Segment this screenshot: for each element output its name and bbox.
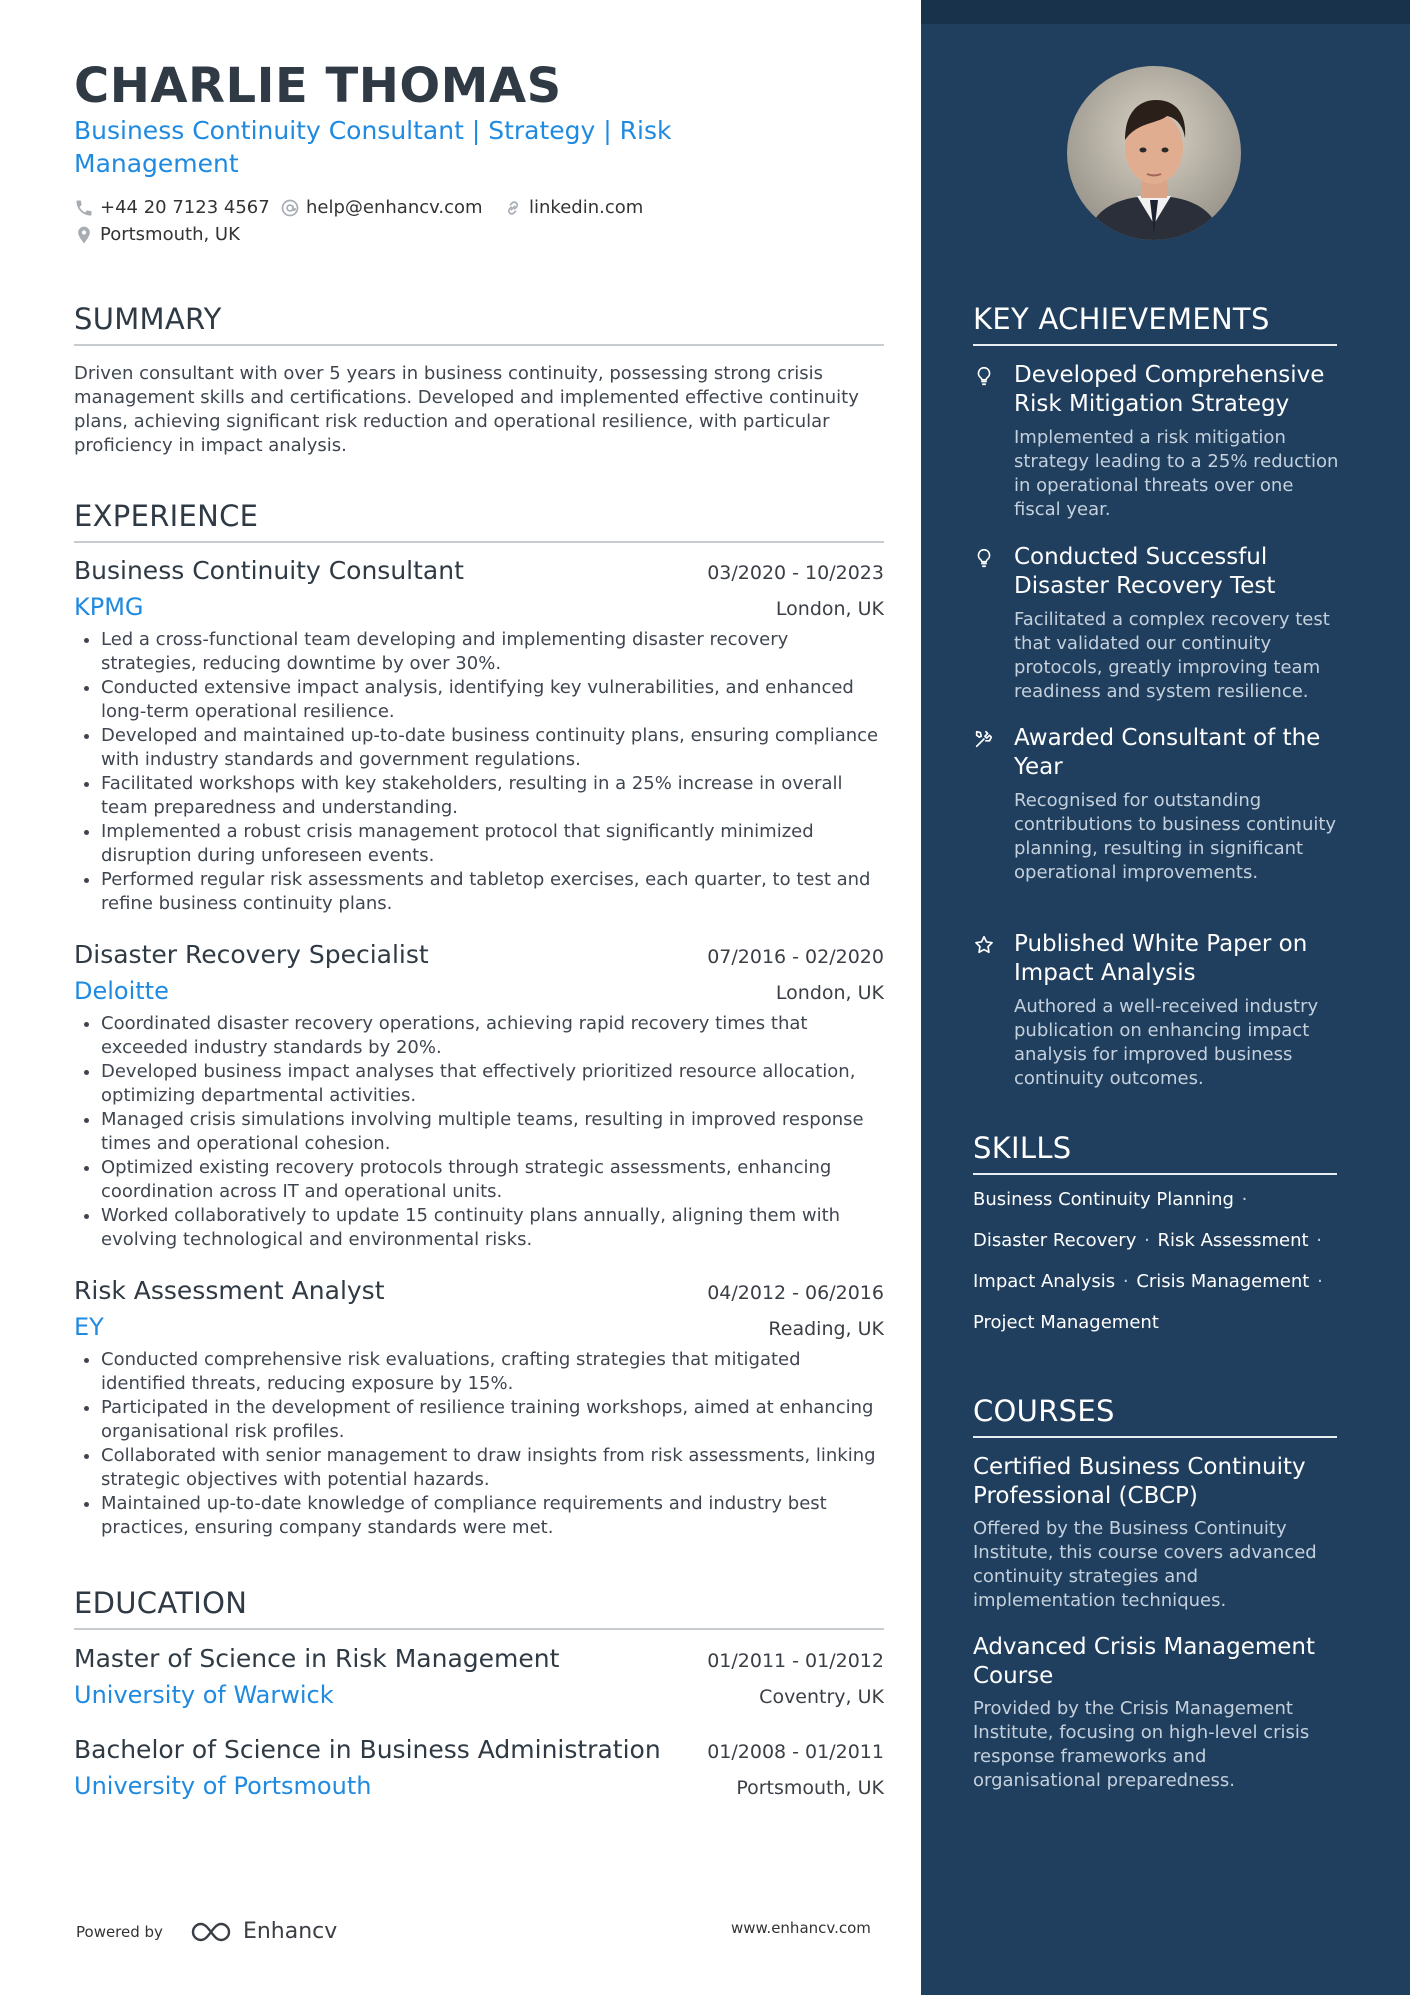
bullet-item: • Developed and maintained up-to-date business continuity plans, ensuring compliance with industry standards and government regulations. (101, 724, 884, 772)
lightbulb-icon (973, 365, 995, 387)
email-text: help@enhancv.com (306, 197, 483, 218)
achievement-item (973, 543, 1339, 704)
company-name: Deloitte (74, 977, 169, 1005)
degree-title: Bachelor of Science in Business Administration (74, 1735, 661, 1764)
achievement-title: Conducted Successful Disaster Recovery Test (1014, 544, 1276, 599)
footer-branding (76, 1919, 337, 1944)
job-dates: 07/2016 - 02/2020 (707, 946, 884, 968)
school-name: University of Portsmouth (74, 1772, 372, 1800)
skills-list: Business Continuity Planning · Disaster Recovery · Risk Assessment · Impact Analysis · Crisis Management · Project Management (973, 1189, 1323, 1333)
achievement-title: Published White Paper on Impact Analysis (1014, 931, 1308, 986)
skill-item: Disaster Recovery (973, 1230, 1137, 1251)
course-title: Certified Business Continuity Professional (CBCP) (973, 1454, 1306, 1509)
bullet-item: • Maintained up-to-date knowledge of compliance requirements and industry best practices, ensuring company standards were met. (101, 1492, 884, 1540)
phone-icon (74, 198, 94, 218)
job-entry (74, 556, 884, 916)
bullet-item: • Conducted extensive impact analysis, identifying key vulnerabilities, and enhanced long-term operational resilience. (101, 676, 884, 724)
bullet-item: • Optimized existing recovery protocols through strategic assessments, enhancing coordination across IT and operational units. (101, 1156, 884, 1204)
achievement-desc: Facilitated a complex recovery test that validated our continuity protocols, greatly improving team readiness and system resilience. (1014, 609, 1330, 702)
achievement-desc: Implemented a risk mitigation strategy leading to a 25% reduction in operational threats over one fiscal year. (1014, 427, 1339, 520)
job-location: Reading, UK (768, 1318, 884, 1340)
degree-title: Master of Science in Risk Management (74, 1644, 560, 1673)
summary-heading: SUMMARY (74, 302, 884, 346)
bullet-item: • Facilitated workshops with key stakeholders, resulting in a 25% increase in overall team preparedness and understanding. (101, 772, 884, 820)
link-icon (503, 198, 523, 218)
linkedin-text: linkedin.com (529, 197, 644, 218)
phone-text: +44 20 7123 4567 (100, 197, 270, 218)
at-icon (280, 198, 300, 218)
experience-heading: EXPERIENCE (74, 499, 884, 543)
skill-item: Business Continuity Planning (973, 1189, 1234, 1210)
bullet-item: • Worked collaboratively to update 15 continuity plans annually, aligning them with evolving technological and environmental risks. (101, 1204, 884, 1252)
contact-location (74, 224, 240, 245)
sidebar-top-band (921, 0, 1410, 24)
edu-dates: 01/2011 - 01/2012 (707, 1650, 884, 1672)
edu-location: Coventry, UK (759, 1686, 884, 1708)
bullet-item: • Implemented a robust crisis management protocol that significantly minimized disruption during unforeseen events. (101, 820, 884, 868)
achievement-item (973, 361, 1339, 522)
contact-linkedin[interactable] (503, 197, 643, 218)
skill-item: Crisis Management (1136, 1271, 1310, 1292)
brand-name: Enhancv (242, 1919, 338, 1944)
enhancv-logo-icon (189, 1920, 233, 1944)
location-text: Portsmouth, UK (100, 224, 240, 245)
enhancv-logo[interactable] (189, 1919, 337, 1944)
profile-photo (1067, 66, 1241, 240)
education-entry (74, 1735, 884, 1800)
education-entry (74, 1644, 884, 1709)
skill-item: Risk Assessment (1157, 1230, 1309, 1251)
website-link[interactable]: www.enhancv.com (731, 1919, 871, 1937)
bullet-item: • Coordinated disaster recovery operations, achieving rapid recovery times that exceeded industry standards by 20%. (101, 1012, 884, 1060)
course-title: Advanced Crisis Management Course (973, 1634, 1316, 1689)
job-title: Risk Assessment Analyst (74, 1276, 385, 1305)
skill-item: Project Management (973, 1312, 1159, 1333)
portrait-image (1067, 66, 1241, 240)
job-dates: 04/2012 - 06/2016 (707, 1282, 884, 1304)
tools-icon (973, 728, 995, 750)
job-entry (74, 1276, 884, 1540)
school-name: University of Warwick (74, 1681, 334, 1709)
bullet-item: • Performed regular risk assessments and tabletop exercises, each quarter, to test and refine business continuity plans. (101, 868, 884, 916)
job-title: Business Continuity Consultant (74, 556, 464, 585)
achievement-item (973, 930, 1339, 1091)
course-desc: Provided by the Crisis Management Institute, focusing on high-level crisis response frameworks and organisational preparedness. (973, 1698, 1310, 1791)
course-desc: Offered by the Business Continuity Institute, this course covers advanced continuity strategies and implementation techniques. (973, 1518, 1317, 1611)
candidate-title: Business Continuity Consultant | Strategy | Risk Management (74, 116, 672, 178)
job-dates: 03/2020 - 10/2023 (707, 562, 884, 584)
powered-by-label: Powered by (76, 1922, 163, 1941)
course-item (973, 1633, 1337, 1793)
achievements-heading: KEY ACHIEVEMENTS (973, 302, 1337, 346)
contact-phone[interactable] (74, 197, 270, 218)
bullet-item: • Participated in the development of resilience training workshops, aimed at enhancing organisational risk profiles. (101, 1396, 884, 1444)
edu-location: Portsmouth, UK (736, 1777, 884, 1799)
achievement-title: Awarded Consultant of the Year (1014, 725, 1321, 780)
candidate-name: CHARLIE THOMAS (74, 58, 562, 114)
job-location: London, UK (775, 598, 884, 620)
courses-heading: COURSES (973, 1394, 1337, 1438)
achievement-desc: Authored a well-received industry publication on enhancing impact analysis for improved business continuity outcomes. (1014, 996, 1319, 1089)
company-name: KPMG (74, 593, 144, 621)
job-bullets (74, 1012, 884, 1252)
location-pin-icon (74, 225, 94, 245)
achievement-title: Developed Comprehensive Risk Mitigation Strategy (1014, 362, 1325, 417)
job-bullets (74, 1348, 884, 1540)
summary-text: Driven consultant with over 5 years in business continuity, possessing strong crisis management skills and certifications. Developed and implemented effective continuity plans, achieving significant risk reduction and operational resilience, with particular proficiency in impact analysis. (74, 363, 859, 456)
bullet-item: • Conducted comprehensive risk evaluations, crafting strategies that mitigated identified threats, reducing exposure by 15%. (101, 1348, 884, 1396)
star-icon (973, 934, 995, 956)
job-location: London, UK (775, 982, 884, 1004)
education-heading: EDUCATION (74, 1586, 884, 1630)
course-item (973, 1453, 1337, 1613)
company-name: EY (74, 1313, 104, 1341)
achievement-desc: Recognised for outstanding contributions to business continuity planning, resulting in significant operational improvements. (1014, 790, 1337, 883)
contact-email[interactable] (280, 197, 483, 218)
edu-dates: 01/2008 - 01/2011 (707, 1741, 884, 1763)
achievement-item (973, 724, 1339, 885)
lightbulb-icon (973, 547, 995, 569)
job-title: Disaster Recovery Specialist (74, 940, 429, 969)
job-bullets (74, 628, 884, 916)
bullet-item: • Managed crisis simulations involving multiple teams, resulting in improved response times and operational cohesion. (101, 1108, 884, 1156)
skills-heading: SKILLS (973, 1131, 1337, 1175)
skill-item: Impact Analysis (973, 1271, 1116, 1292)
bullet-item: • Developed business impact analyses that effectively prioritized resource allocation, optimizing departmental activities. (101, 1060, 884, 1108)
bullet-item: • Collaborated with senior management to draw insights from risk assessments, linking strategic objectives with potential hazards. (101, 1444, 884, 1492)
bullet-item: • Led a cross-functional team developing and implementing disaster recovery strategies, reducing downtime by over 30%. (101, 628, 884, 676)
job-entry (74, 940, 884, 1252)
